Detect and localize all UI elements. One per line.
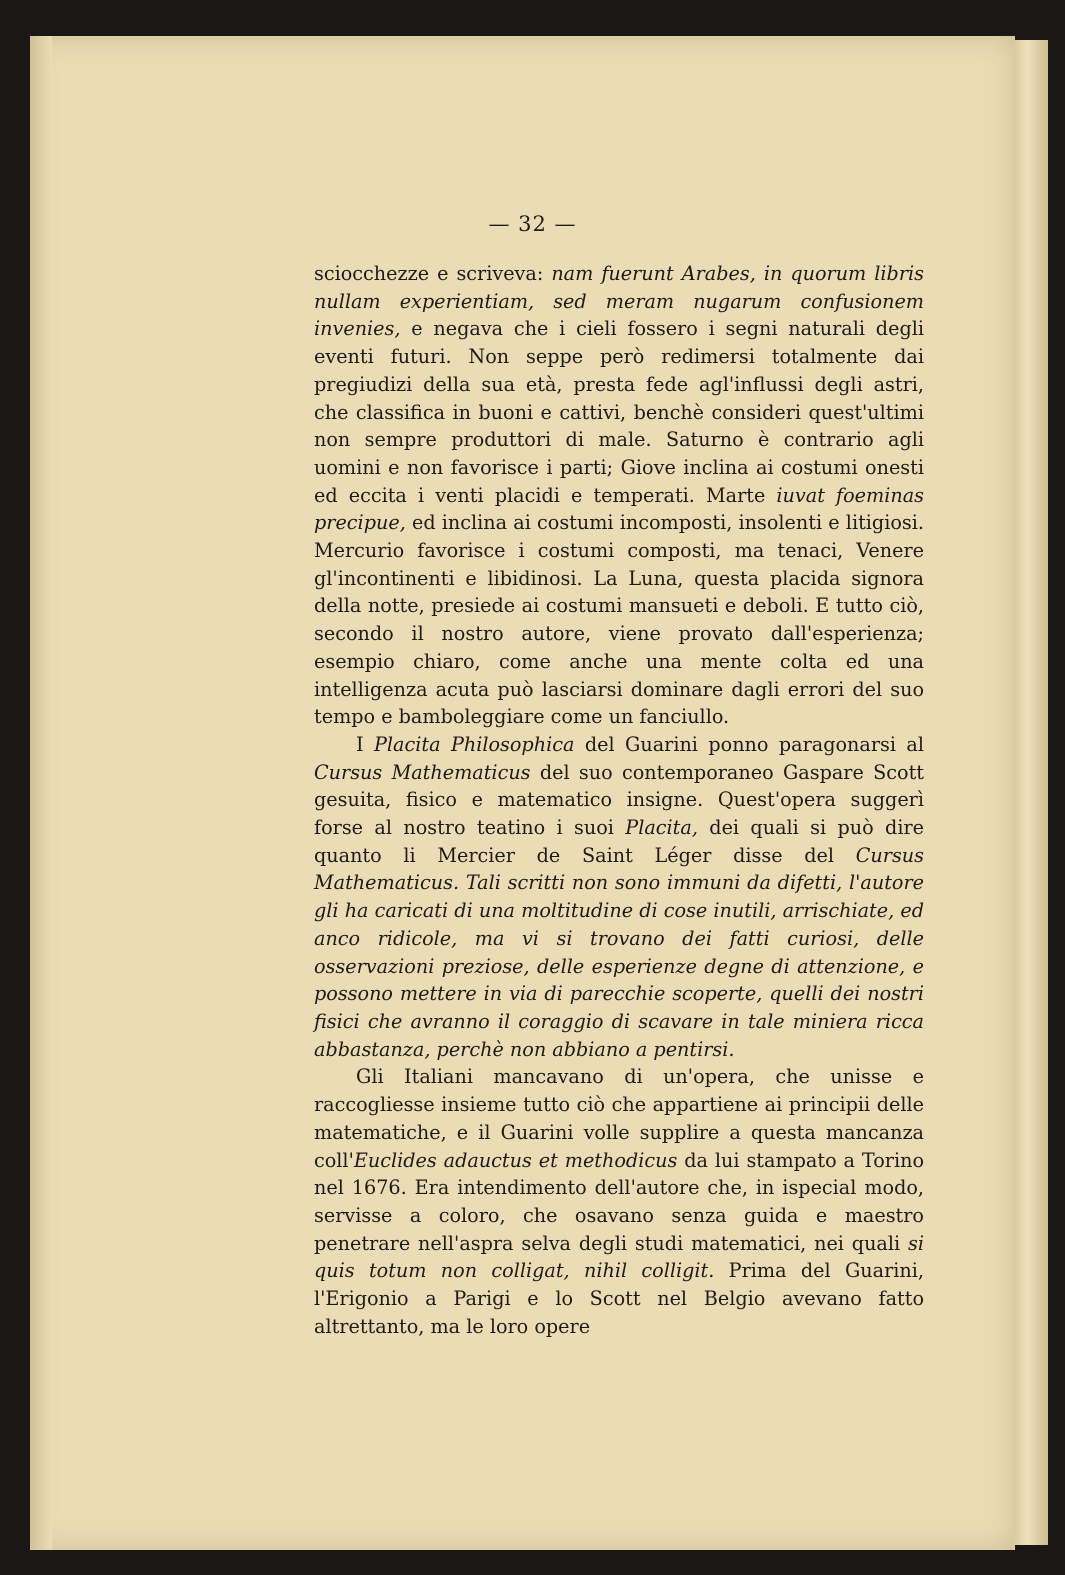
page-edge [1014,40,1048,1545]
italic-text: Cursus Mathematicus. Tali scritti non sono immuni da difetti, l'autore gli ha caricati di una moltitudine di cose inutili, arrischiate, ed anco ridicole, ma vi si trovano dei fatti curiosi, delle osservazioni preziose, delle esperienze degne di attenzione, e possono mettere in via di parecchie scoperte, quelli dei nostri fisici che avranno il coraggio di scavare in tale miniera ricca abbastanza, perchè non abbiano a pentirsi. [314,843,924,1061]
text-run: Gli Italiani mancavano di un'opera, che unisse e raccogliesse insieme tutto ciò che appartiene ai principii delle matematiche, e il Guarini volle supplire a questa mancanza coll' [314,1065,924,1172]
italic-text: Placita, [625,816,698,840]
paragraph [314,1063,924,1340]
text-run: del Guarini ponno paragonarsi al [574,732,924,756]
italic-text: Euclides adauctus et methodicus [353,1148,678,1172]
body-text [314,260,924,1340]
text-run: Prima del Guarini, l'Erigonio a Parigi e lo Scott nel Belgio avevano fatto altrettanto, ma le loro opere [314,1259,924,1338]
italic-text: nam fuerunt Arabes, in quorum libris nullam experientiam, sed meram nugarum confusionem invenies, [314,262,924,341]
page-gutter [30,36,52,1550]
page-number: — 32 — [488,212,577,236]
paragraph [314,260,924,731]
text-run: sciocchezze e scriveva: [314,262,552,285]
text-run: e negava che i cieli fossero i segni naturali degli eventi futuri. Non seppe però redimersi totalmente dai pregiudizi della sua età, presta fede agl'influssi degli astri, che classifica in buoni e cattivi, benchè consideri quest'ultimi non sempre produttori di male. Saturno è contrario agli uomini e non favorisce i parti; Giove inclina ai costumi onesti ed eccita i venti placidi e temperati. Marte [314,317,924,507]
italic-text: Cursus Mathematicus [314,760,531,784]
text-run: dei quali si può dire quanto li Mercier de Saint Léger disse del [314,816,925,867]
text-run: I [356,732,374,756]
italic-text: iuvat foeminas precipue, [314,483,924,535]
paragraph [314,731,924,1063]
italic-text: si quis totum non colligat, nihil colligit. [314,1231,924,1283]
text-run: da lui stampato a Torino nel 1676. Era intendimento dell'autore che, in ispecial modo, servisse a coloro, che osavano senza guida e maestro penetrare nell'aspra selva degli studi matematici, nei quali [314,1148,925,1255]
text-run: ed inclina ai costumi incomposti, insolenti e litigiosi. Mercurio favorisce i costumi composti, ma tenaci, Venere gl'incontinenti e libidinosi. La Luna, questa placida signora della notte, presiede ai costumi mansueti e deboli. E tutto ciò, secondo il nostro autore, viene provato dall'esperienza; esempio chiaro, come anche una mente colta ed una intelligenza acuta può lasciarsi dominare dagli errori del suo tempo e bamboleggiare come un fanciullo. [314,511,924,729]
italic-text: Placita Philosophica [374,732,575,756]
text-run: del suo contemporaneo Gaspare Scott gesuita, fisico e matematico insigne. Quest'opera suggerì forse al nostro teatino i suoi [314,760,924,840]
